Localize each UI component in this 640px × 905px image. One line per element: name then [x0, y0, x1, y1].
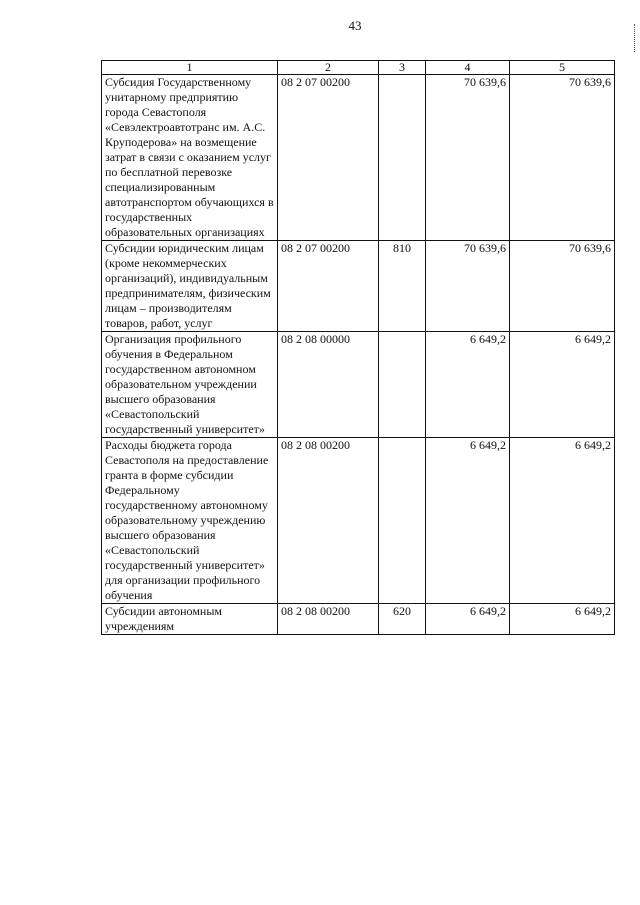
row-amount-4: 6 649,2	[426, 332, 510, 438]
table-row	[102, 438, 615, 604]
budget-table	[101, 60, 615, 635]
column-header-3: 3	[379, 61, 426, 75]
row-amount-5: 6 649,2	[510, 604, 615, 635]
column-header-4: 4	[426, 61, 510, 75]
column-header-1: 1	[102, 61, 278, 75]
row-name: Субсидия Государственному унитарному предприятию города Севастополя «Севэлектроавтотранс им. А.С. Круподерова» на возмещение затрат в связи с оказанием услуг по бесплатной перевозке специализированным автотранспортом обучающихся в государственных образовательных организациях	[102, 75, 278, 241]
row-amount-5: 70 639,6	[510, 75, 615, 241]
row-expense-type: 810	[379, 241, 426, 332]
row-amount-4: 6 649,2	[426, 604, 510, 635]
row-expense-type	[379, 75, 426, 241]
row-amount-5: 70 639,6	[510, 241, 615, 332]
row-name: Организация профильного обучения в Федеральном государственном автономном образовательном учреждении высшего образования «Севастопольский государственный университет»	[102, 332, 278, 438]
row-expense-type	[379, 332, 426, 438]
table-row	[102, 75, 615, 241]
row-target-code: 08 2 08 00200	[278, 438, 379, 604]
row-expense-type	[379, 438, 426, 604]
row-target-code: 08 2 08 00000	[278, 332, 379, 438]
column-header-2: 2	[278, 61, 379, 75]
row-name: Субсидии автономным учреждениям	[102, 604, 278, 635]
table-header-row	[102, 61, 615, 75]
row-amount-4: 6 649,2	[426, 438, 510, 604]
row-amount-4: 70 639,6	[426, 75, 510, 241]
row-target-code: 08 2 07 00200	[278, 241, 379, 332]
row-amount-4: 70 639,6	[426, 241, 510, 332]
page-number: 43	[348, 18, 362, 33]
row-name: Субсидии юридическим лицам (кроме некоммерческих организаций), индивидуальным предпринимателям, физическим лицам – производителям товаров, работ, услуг	[102, 241, 278, 332]
row-target-code: 08 2 07 00200	[278, 75, 379, 241]
column-header-5: 5	[510, 61, 615, 75]
row-target-code: 08 2 08 00200	[278, 604, 379, 635]
table-row	[102, 332, 615, 438]
row-amount-5: 6 649,2	[510, 438, 615, 604]
table-row	[102, 241, 615, 332]
scan-edge-mark	[634, 24, 638, 52]
row-expense-type: 620	[379, 604, 426, 635]
row-amount-5: 6 649,2	[510, 332, 615, 438]
row-name: Расходы бюджета города Севастополя на предоставление гранта в форме субсидии Федеральному государственному автономному образовательному учреждению высшего образования «Севастопольский государственный университет» для организации профильного обучения	[102, 438, 278, 604]
table-row	[102, 604, 615, 635]
